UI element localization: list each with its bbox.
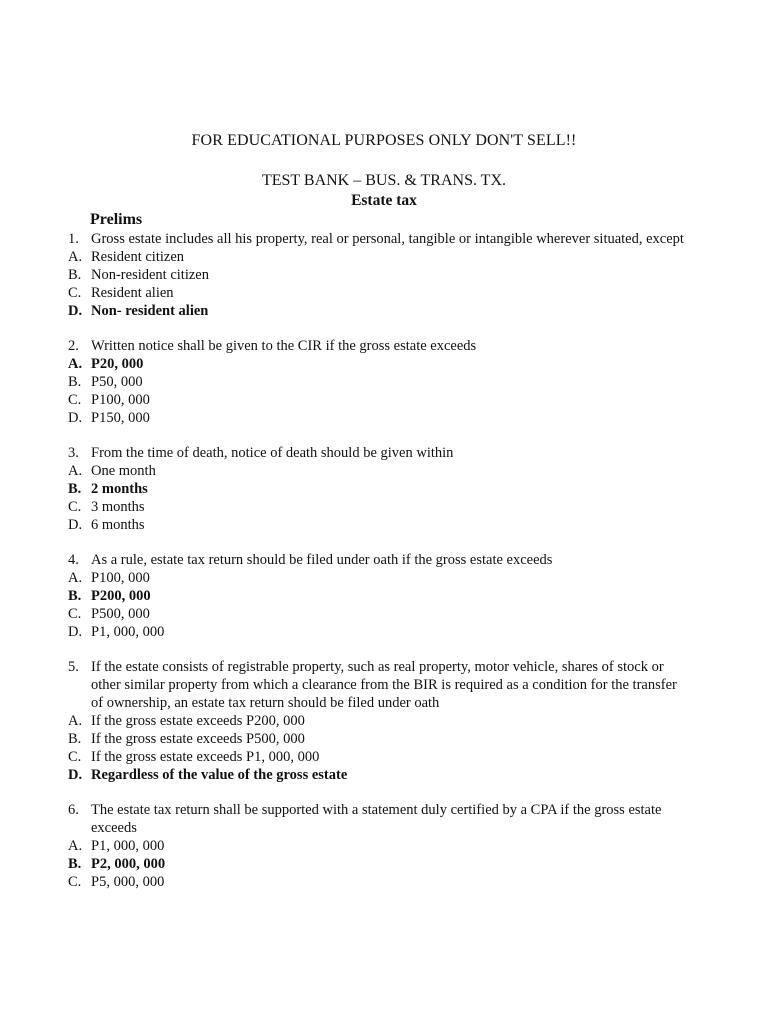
answer-option xyxy=(68,623,688,641)
answer-option xyxy=(68,409,688,427)
document-subtitle: Estate tax xyxy=(351,192,417,209)
answer-option xyxy=(68,569,688,587)
option-text: P100, 000 xyxy=(91,392,150,408)
question-number: 6. xyxy=(68,802,79,818)
question-item xyxy=(68,551,688,641)
answer-option xyxy=(68,730,688,748)
option-text: P1, 000, 000 xyxy=(91,624,165,640)
question-item xyxy=(68,801,688,891)
option-letter: D. xyxy=(68,410,83,426)
section-heading: Prelims xyxy=(90,211,143,228)
option-letter: B. xyxy=(68,856,82,872)
option-letter: C. xyxy=(68,285,82,301)
option-letter: C. xyxy=(68,392,82,408)
answer-option xyxy=(68,748,688,766)
option-letter: D. xyxy=(68,767,83,783)
answer-option xyxy=(68,266,688,284)
question-item xyxy=(68,230,688,320)
question-stem xyxy=(68,801,688,837)
option-letter: C. xyxy=(68,606,82,622)
option-text: P2, 000, 000 xyxy=(91,856,166,872)
question-text: Written notice shall be given to the CIR if the gross estate exceeds xyxy=(91,338,477,354)
option-letter: B. xyxy=(68,481,82,497)
option-text: P500, 000 xyxy=(91,606,150,622)
option-letter: B. xyxy=(68,588,82,604)
option-text: If the gross estate exceeds P200, 000 xyxy=(91,713,305,729)
option-text: P200, 000 xyxy=(91,588,151,604)
question-number: 1. xyxy=(68,231,79,247)
answer-option-correct xyxy=(68,855,688,873)
answer-option xyxy=(68,605,688,623)
option-text: Regardless of the value of the gross estate xyxy=(91,767,348,783)
question-list xyxy=(68,230,688,908)
option-letter: A. xyxy=(68,463,83,479)
option-text: Non-resident citizen xyxy=(91,267,209,283)
option-text: P20, 000 xyxy=(91,356,144,372)
option-text: 6 months xyxy=(91,517,145,533)
option-text: P150, 000 xyxy=(91,410,150,426)
question-stem xyxy=(68,444,688,462)
option-text: Resident citizen xyxy=(91,249,185,265)
answer-option xyxy=(68,391,688,409)
answer-option xyxy=(68,462,688,480)
question-stem xyxy=(68,230,688,248)
option-letter: A. xyxy=(68,713,83,729)
option-letter: B. xyxy=(68,267,82,283)
answer-option-correct xyxy=(68,587,688,605)
question-text: Gross estate includes all his property, real or personal, tangible or intangible wherever situated, except xyxy=(91,231,684,247)
question-text: The estate tax return shall be supported with a statement duly certified by a CPA if the gross estate exceeds xyxy=(91,802,662,836)
option-letter: C. xyxy=(68,749,82,765)
option-text: 3 months xyxy=(91,499,145,515)
answer-option xyxy=(68,837,688,855)
answer-option xyxy=(68,248,688,266)
question-stem xyxy=(68,551,688,569)
question-stem xyxy=(68,337,688,355)
option-letter: C. xyxy=(68,874,82,890)
question-number: 5. xyxy=(68,659,79,675)
option-letter: C. xyxy=(68,499,82,515)
question-number: 4. xyxy=(68,552,79,568)
option-text: If the gross estate exceeds P1, 000, 000 xyxy=(91,749,320,765)
option-letter: A. xyxy=(68,356,83,372)
question-text: As a rule, estate tax return should be filed under oath if the gross estate exceeds xyxy=(91,552,553,568)
option-text: P1, 000, 000 xyxy=(91,838,165,854)
option-letter: A. xyxy=(68,838,83,854)
option-text: One month xyxy=(91,463,156,479)
answer-option-correct xyxy=(68,302,688,320)
answer-option xyxy=(68,516,688,534)
option-text: P50, 000 xyxy=(91,374,143,390)
option-letter: A. xyxy=(68,249,83,265)
answer-option-correct xyxy=(68,766,688,784)
option-text: P100, 000 xyxy=(91,570,150,586)
question-number: 2. xyxy=(68,338,79,354)
option-letter: D. xyxy=(68,624,83,640)
answer-option xyxy=(68,373,688,391)
disclaimer-banner: FOR EDUCATIONAL PURPOSES ONLY DON'T SELL!! xyxy=(191,132,577,149)
question-item xyxy=(68,337,688,427)
question-text: From the time of death, notice of death should be given within xyxy=(91,445,454,461)
option-text: P5, 000, 000 xyxy=(91,874,165,890)
option-text: Non- resident alien xyxy=(91,303,209,319)
option-letter: D. xyxy=(68,303,83,319)
answer-option xyxy=(68,712,688,730)
option-letter: B. xyxy=(68,374,82,390)
question-text: If the estate consists of registrable property, such as real property, motor vehicle, shares of stock or other similar property from which a clearance from the BIR is required as a condition for the transfer of ownership, an estate tax return should be filed under oath xyxy=(91,659,677,711)
question-item xyxy=(68,658,688,784)
option-letter: B. xyxy=(68,731,82,747)
question-number: 3. xyxy=(68,445,79,461)
answer-option xyxy=(68,873,688,891)
option-text: 2 months xyxy=(91,481,148,497)
option-text: Resident alien xyxy=(91,285,174,301)
document-title: TEST BANK – BUS. & TRANS. TX. xyxy=(261,172,507,189)
option-letter: D. xyxy=(68,517,83,533)
option-text: If the gross estate exceeds P500, 000 xyxy=(91,731,305,747)
answer-option xyxy=(68,498,688,516)
question-stem xyxy=(68,658,688,712)
answer-option-correct xyxy=(68,480,688,498)
answer-option-correct xyxy=(68,355,688,373)
question-item xyxy=(68,444,688,534)
option-letter: A. xyxy=(68,570,83,586)
answer-option xyxy=(68,284,688,302)
